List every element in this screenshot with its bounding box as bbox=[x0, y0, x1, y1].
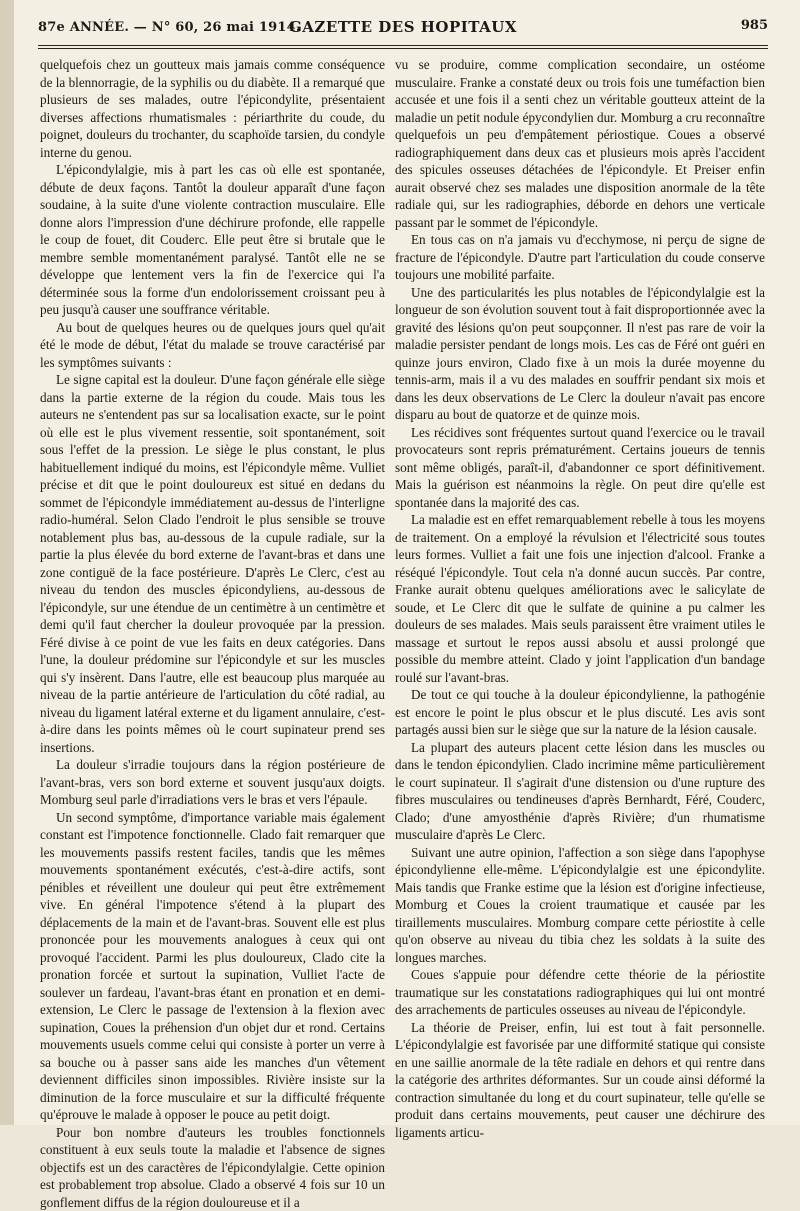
paragraph: En tous cas on n'a jamais vu d'ecchymose, ni perçu de signe de fracture de l'épicondyle. D'autre part l'articulation du coude conserve toujours une mobilité parfaite. bbox=[395, 231, 765, 284]
paragraph: vu se produire, comme complication secondaire, un ostéome musculaire. Franke a constaté deux ou trois fois une tuméfaction bien accusée et une fois il a senti chez un véritable goutteux atteint de la maladie un petit nodule épycondylien dur. Momburg a cru reconnaître quelquefois un peu d'empâtement périostique. Coues a observé radiographiquement dans deux cas et plusieurs mois après l'accident des spicules osseuses détachées de l'épicondyle. Et Preiser enfin aurait observé chez ses malades une disposition anormale de la tête radiale qui, sur les radiographies, déborde en dehors une verticale passant par le sommet de l'épicondyle. bbox=[395, 56, 765, 231]
binding-edge bbox=[0, 0, 14, 1125]
paragraph: Au bout de quelques heures ou de quelques jours quel qu'ait été le mode de début, l'état du malade se trouve caractérisé par les symptômes suivants : bbox=[40, 319, 385, 372]
header-rule-bottom bbox=[38, 48, 768, 49]
paragraph: Un second symptôme, d'importance variable mais également constant est l'impotence fonctionnelle. Clado fait remarquer que les mouvements passifs restent faciles, tandis que les mêmes mouvements spontanément exécutés, c'est-à-dire actifs, sont pénibles et réveillent une douleur qui peut être extrêmement vive. En général l'impotence s'étend à la plupart des déplacements de la main et de l'avant-bras. Souvent elle est plus prononcée pour les mouvements analogues à ceux qui ont provoqué l'accident. Parmi les plus douloureux, Clado cite la pronation forcée et surtout la supination, Vulliet l'acte de soulever un fardeau, l'avant-bras étant en pronation et en demi-extension, Le Clerc le passage de l'extension à la flexion avec supination, Coues la préhension d'un objet dur et rond. Certains mouvements usuels comme celui qui consiste à porter un verre à sa bouche ou à passer sans aide les manches d'un vêtement deviennent difficiles sinon impossibles. Rivière insiste sur la diminution de la force musculaire et sur la difficulté fréquente qu'éprouve le malade à opposer le pouce au petit doigt. bbox=[40, 809, 385, 1124]
paragraph: Le signe capital est la douleur. D'une façon générale elle siège dans la partie externe de la région du coude. Mais tous les auteurs ne s'entendent pas sur sa localisation exacte, sur le point où elle est le plus vivement ressentie, soit spontanément, soit sous l'effet de la pression. Le siège le plus constant, le plus habituellement indiqué du moins, est l'épicondyle même. Vulliet précise et dit que le point douloureux est situé en dedans du sommet de l'épicondyle immédiatement au-dessus de l'interligne radio-huméral. Selon Clado l'endroit le plus sensible se trouve notablement plus bas, au-dessous de la cupule radiale, sur la partie la plus élevée du bord externe de l'avant-bras et dans une zone contiguë de la face postérieure. D'après Le Clerc, c'est au niveau du tendon des muscles épicondyliens, au-dessous de l'épicondyle, sur une étendue de un centimètre à un centimètre et demi qu'il faut chercher la douleur provoquée par la pression. Féré divise à ce point de vue les faits en deux catégories. Dans l'une, la douleur prédomine sur l'épicondyle et sur les muscles qui s'y insèrent. Dans l'autre, elle est beaucoup plus marquée au niveau de la partie antérieure de l'articulation du côté radial, au niveau du ligament latéral externe et du ligament annulaire, c'est-à-dire dans les points mêmes où le court supinateur prend ses insertions. bbox=[40, 371, 385, 756]
paragraph: L'épicondylalgie, mis à part les cas où elle est spontanée, débute de deux façons. Tantôt la douleur apparaît d'une façon soudaine, à la suite d'une violente contraction musculaire. Elle donne alors l'impression d'une déchirure profonde, elle rappelle le coup de fouet, dit Couderc. Elle peut être si brutale que le membre semble momentanément paralysé. Tantôt elle ne se développe que lentement vers la fin de l'exercice qui l'a déterminée sous la forme d'un endolorissement croissant peu à peu jusqu'à causer une souffrance véritable. bbox=[40, 161, 385, 319]
paragraph: Suivant une autre opinion, l'affection a son siège dans l'apophyse épicondylienne elle-même. L'épicondylalgie est une épicondylite. Mais tandis que Franke estime que la lésion est d'origine infectieuse, Momburg et Coues la croient traumatique et causée par les tiraillements musculaires. Momburg compare cette périostite à celle qu'on observe au niveau du tibia chez les soldats à la suite des longues marches. bbox=[395, 844, 765, 967]
paragraph: La douleur s'irradie toujours dans la région postérieure de l'avant-bras, vers son bord externe et souvent jusqu'aux doigts. Momburg seul parle d'irradiations vers le bras et vers l'épaule. bbox=[40, 756, 385, 809]
paragraph: Coues s'appuie pour défendre cette théorie de la périostite traumatique sur les constatations radiographiques qui lui ont montré des arrachements de particules osseuses au niveau de l'épicondyle. bbox=[395, 966, 765, 1019]
left-column bbox=[40, 56, 385, 1211]
running-header bbox=[38, 16, 768, 40]
paragraph: La plupart des auteurs placent cette lésion dans les muscles ou dans le tendon épicondylien. Clado incrimine même particulièrement le court supinateur. Il s'agirait d'une distension ou d'une rupture des fibres musculaires ou tendineuses d'après Bernhardt, Féré, Couderc, Clado; d'une amyosthénie d'après Rivière; d'un rhumatisme musculaire d'après Le Clerc. bbox=[395, 739, 765, 844]
paragraph: quelquefois chez un goutteux mais jamais comme conséquence de la blennorragie, de la syphilis ou du diabète. Il a remarqué que plusieurs de ses malades, outre l'épicondylite, présentaient diverses affections rhumatismales : périarthrite du coude, du poignet, douleurs du trochanter, du scaphoïde tarsien, du condyle interne du genou. bbox=[40, 56, 385, 161]
right-column bbox=[395, 56, 765, 1141]
journal-title: GAZETTE DES HOPITAUX bbox=[38, 18, 768, 36]
paragraph: Les récidives sont fréquentes surtout quand l'exercice ou le travail provocateurs sont repris prématurément. Certains joueurs de tennis sont même obligés, paraît-il, d'abandonner ce sport définitivement. Mais la guérison est néanmoins la règle. On peut dire qu'elle est spontanée dans la majorité des cas. bbox=[395, 424, 765, 512]
issue-info: 87e ANNÉE. — N° 60, 26 mai 1914. bbox=[38, 20, 301, 35]
paragraph: Une des particularités les plus notables de l'épicondylalgie est la longueur de son évolution souvent tout à fait disproportionnée avec la gravité des lésions qu'on peut soupçonner. Il n'est pas rare de voir la maladie persister pendant de longs mois. Les cas de Féré ont guéri en quinze jours environ, Clado fixe à un mois la durée moyenne du tennis-arm, mais il a vu des malades en souffrir pendant six mois et dans les deux observations de Le Clerc la douleur n'avait pas encore disparu au bout de quatorze et de quinze mois. bbox=[395, 284, 765, 424]
paragraph: La théorie de Preiser, enfin, lui est tout à fait personnelle. L'épicondylalgie est favorisée par une difformité statique qui consiste en une saillie anormale de la tête radiale en dehors et qui rentre dans la catégorie des arthrites déformantes. Sur un coude ainsi déformé la contraction simultanée du long et du court supinateur, telle qu'elle se produit dans certains mouvements, peut causer une déchirure des ligaments articu- bbox=[395, 1019, 765, 1142]
paragraph: De tout ce qui touche à la douleur épicondylienne, la pathogénie est encore le point le plus obscur et le plus discuté. Les avis sont partagés aussi bien sur le siège que sur la nature de la lésion causale. bbox=[395, 686, 765, 739]
header-rule-top bbox=[38, 45, 768, 46]
page-number: 985 bbox=[741, 18, 768, 33]
paragraph: La maladie est en effet remarquablement rebelle à tous les moyens de traitement. On a employé la révulsion et l'électricité sous toutes leurs formes. Vulliet a fait une fois une injection d'alcool. Franke a réséqué l'épicondyle. Tout cela n'a donné aucun succès. Par contre, Franke aurait obtenu quelques améliorations avec le salicylate de soude, et Le Clerc dit que le sulfate de quinine a pu calmer les douleurs de ses malades. Mais seuls paraissent être vraiment utiles le massage et surtout le repos aussi absolu et aussi prolongé que possible du membre atteint. Clado y joint l'application d'un bandage roulé sur l'avant-bras. bbox=[395, 511, 765, 686]
paragraph: Pour bon nombre d'auteurs les troubles fonctionnels constituent à eux seuls toute la maladie et l'absence de signes objectifs est un des caractères de l'épicondylalgie. Cette opinion est probablement trop absolue. Clado a observé 4 fois sur 10 un gonflement diffus de la région douloureuse et il a bbox=[40, 1124, 385, 1211]
